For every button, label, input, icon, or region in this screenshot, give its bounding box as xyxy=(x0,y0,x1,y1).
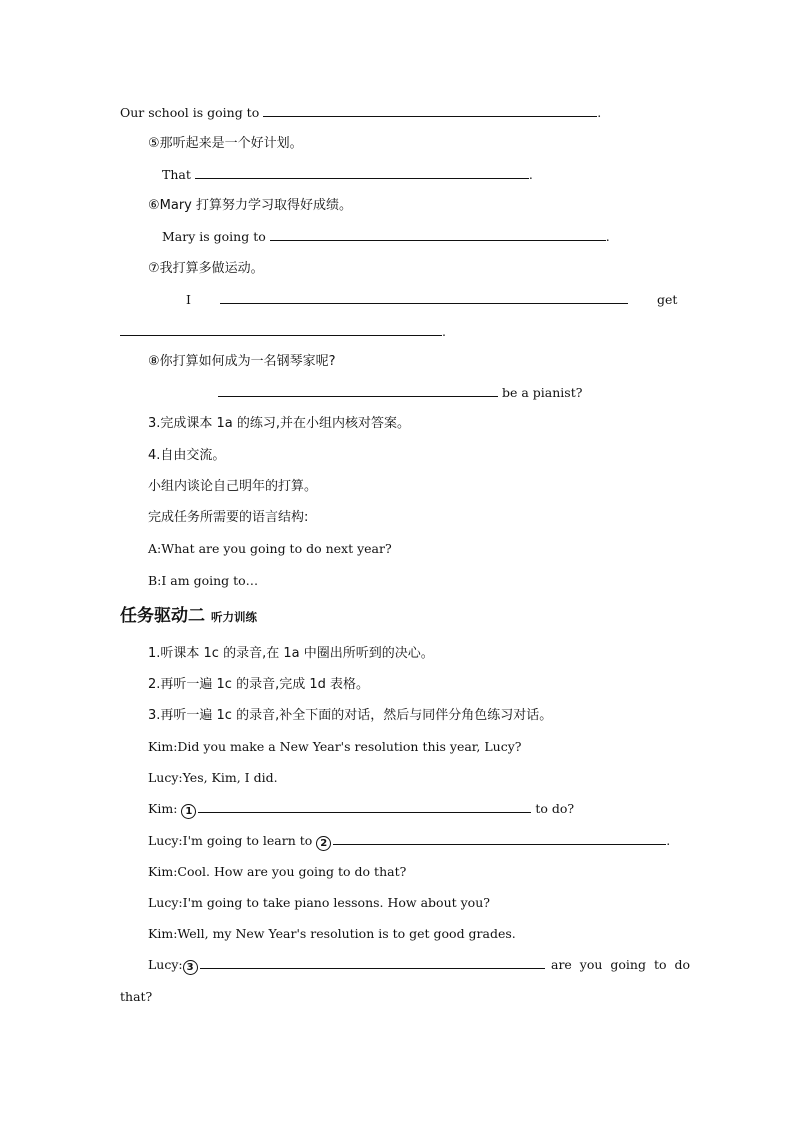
dialog-line-4 xyxy=(148,833,670,851)
task2-subtitle: 听力训练 xyxy=(211,610,257,624)
period: . xyxy=(442,324,446,339)
question-8: ⑧你打算如何成为一名钢琴家呢? xyxy=(148,354,336,369)
dialog-line-8 xyxy=(148,957,545,975)
answer-blank[interactable] xyxy=(198,801,531,813)
period: . xyxy=(605,229,610,244)
question-6: ⑥Mary 打算努力学习取得好成绩。 xyxy=(148,198,353,213)
i-line xyxy=(186,292,191,308)
dialog-line-1: Kim:Did you make a New Year's resolution this year, Lucy? xyxy=(148,739,522,754)
dialog-a: A:What are you going to do next year? xyxy=(148,541,392,556)
step-3: 3.完成课本 1a 的练习,并在小组内核对答案。 xyxy=(148,416,411,431)
speaker-lucy: Lucy: xyxy=(148,957,183,972)
task2-title: 任务驱动二 xyxy=(120,606,205,626)
task2-heading xyxy=(120,606,257,627)
speaker-kim: Kim: xyxy=(148,801,178,816)
dialog-line-6: Lucy:I'm going to take piano lessons. How about you? xyxy=(148,895,490,910)
i-line-continued xyxy=(120,324,446,340)
dialog-8-suffix: are you going to do xyxy=(551,957,691,972)
listen-3: 3.再听一遍 1c 的录音,补全下面的对话，然后与同伴分角色练习对话。 xyxy=(148,708,553,723)
dialog-line-9: that? xyxy=(120,989,153,1004)
pianist-suffix: be a pianist? xyxy=(501,385,583,400)
circled-number-2: 2 xyxy=(316,836,331,851)
structure-line: 完成任务所需要的语言结构: xyxy=(148,510,309,525)
answer-blank[interactable] xyxy=(195,167,529,179)
period: . xyxy=(597,105,602,120)
listen-2: 2.再听一遍 1c 的录音,完成 1d 表格。 xyxy=(148,677,370,692)
period: . xyxy=(528,167,533,182)
that-line xyxy=(162,167,533,183)
dialog-line-7: Kim:Well, my New Year's resolution is to get good grades. xyxy=(148,926,516,941)
get-word: get xyxy=(657,292,678,307)
answer-blank[interactable] xyxy=(270,229,606,241)
answer-blank[interactable] xyxy=(120,324,442,336)
pianist-line xyxy=(218,385,582,401)
answer-blank[interactable] xyxy=(200,957,545,969)
school-prefix: Our school is going to xyxy=(120,105,260,120)
period: . xyxy=(666,833,671,848)
dialog-4-prefix: Lucy:I'm going to learn to xyxy=(148,833,313,848)
circled-number-1: 1 xyxy=(181,804,196,819)
dialog-b: B:I am going to… xyxy=(148,573,259,588)
answer-blank[interactable] xyxy=(333,833,666,845)
discuss-line: 小组内谈论自己明年的打算。 xyxy=(148,479,318,494)
mary-line xyxy=(162,229,610,245)
question-5: ⑤那听起来是一个好计划。 xyxy=(148,136,303,151)
dialog-line-3 xyxy=(148,801,574,819)
i-blank-row xyxy=(220,292,628,308)
step-4: 4.自由交流。 xyxy=(148,448,226,463)
answer-blank[interactable] xyxy=(218,385,498,397)
circled-number-3: 3 xyxy=(183,960,198,975)
school-line xyxy=(120,105,601,121)
question-7: ⑦我打算多做运动。 xyxy=(148,261,264,276)
listen-1: 1.听课本 1c 的录音,在 1a 中圈出所听到的决心。 xyxy=(148,646,434,661)
that-prefix: That xyxy=(162,167,191,182)
dialog-3-suffix: to do? xyxy=(535,801,575,816)
mary-prefix: Mary is going to xyxy=(162,229,266,244)
dialog-line-5: Kim:Cool. How are you going to do that? xyxy=(148,864,407,879)
answer-blank[interactable] xyxy=(220,292,628,304)
dialog-line-2: Lucy:Yes, Kim, I did. xyxy=(148,770,278,785)
i-prefix: I xyxy=(186,292,191,307)
answer-blank[interactable] xyxy=(263,105,597,117)
